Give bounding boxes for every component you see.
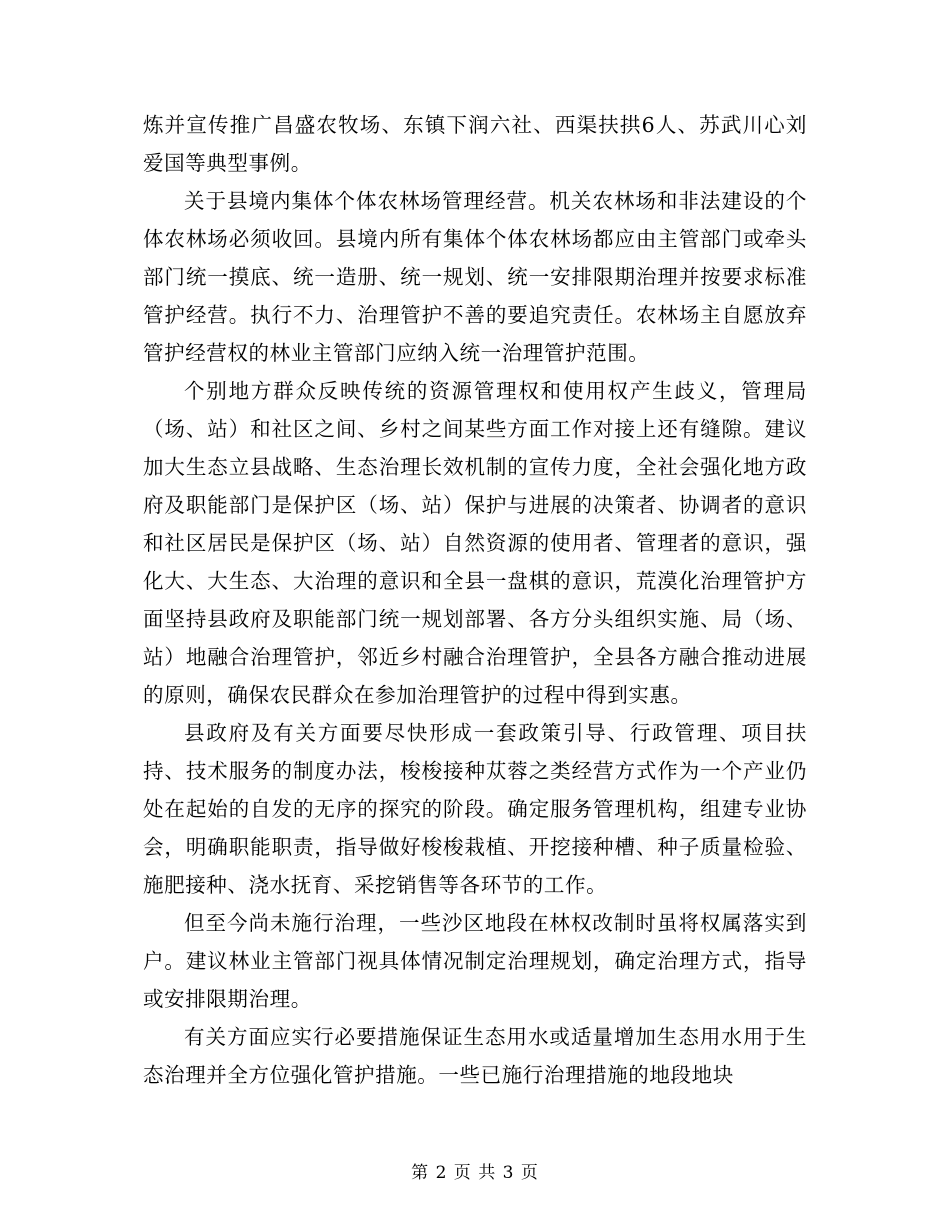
footer-total-pages: 3 — [502, 1163, 515, 1183]
paragraph-continuation: 炼并宣传推广昌盛农牧场、东镇下润六社、西渠扶拱6人、苏武川心刘爱国等典型事例。 — [143, 113, 807, 175]
document-body — [143, 106, 807, 1094]
paragraph-policy-system: 县政府及有关方面要尽快形成一套政策引导、行政管理、项目扶持、技术服务的制度办法，梭梭接种苁蓉之类经营方式作为一个产业仍处在起始的自发的无序的探究的阶段。确定服务管理机构，组建专业协会，明确职能职责，指导做好梭梭栽植、开挖接种槽、种子质量检验、施肥接种、浇水抚育、采挖销售等各环节的工作。 — [143, 721, 807, 897]
footer-suffix: 页 — [520, 1163, 539, 1183]
paragraph-resource-rights: 个别地方群众反映传统的资源管理权和使用权产生歧义，管理局（场、站）和社区之间、乡村之间某些方面工作对接上还有缝隙。建议加大生态立县战略、生态治理长效机制的宣传力度，全社会强化地方政府及职能部门是保护区（场、站）保护与进展的决策者、协调者的意识和社区居民是保护区（场、站）自然资源的使用者、管理者的意识，强化大、大生态、大治理的意识和全县一盘棋的意识，荒漠化治理管护方面坚持县政府及职能部门统一规划部署、各方分头组织实施、局（场、站）地融合治理管护，邻近乡村融合治理管护，全县各方融合推动进展的原则，确保农民群众在参加治理管护的过程中得到实惠。 — [143, 379, 807, 707]
footer-prefix: 第 — [411, 1163, 430, 1183]
footer-middle: 页 共 — [453, 1163, 497, 1183]
page-footer — [0, 1158, 950, 1183]
paragraph-untreated-areas: 但至今尚未施行治理，一些沙区地段在林权改制时虽将权属落实到户。建议林业主管部门视具体情况制定治理规划，确定治理方式，指导或安排限期治理。 — [143, 911, 807, 1011]
paragraph-ecological-water: 有关方面应实行必要措施保证生态用水或适量增加生态用水用于生态治理并全方位强化管护措施。一些已施行治理措施的地段地块 — [143, 1025, 807, 1087]
paragraph-farm-management: 关于县境内集体个体农林场管理经营。机关农林场和非法建设的个体农林场必须收回。县境内所有集体个体农林场都应由主管部门或牵头部门统一摸底、统一造册、统一规划、统一安排限期治理并按要求标准管护经营。执行不力、治理管护不善的要追究责任。农林场主自愿放弃管护经营权的林业主管部门应纳入统一治理管护范围。 — [143, 189, 807, 365]
footer-page-number: 2 — [435, 1163, 448, 1183]
